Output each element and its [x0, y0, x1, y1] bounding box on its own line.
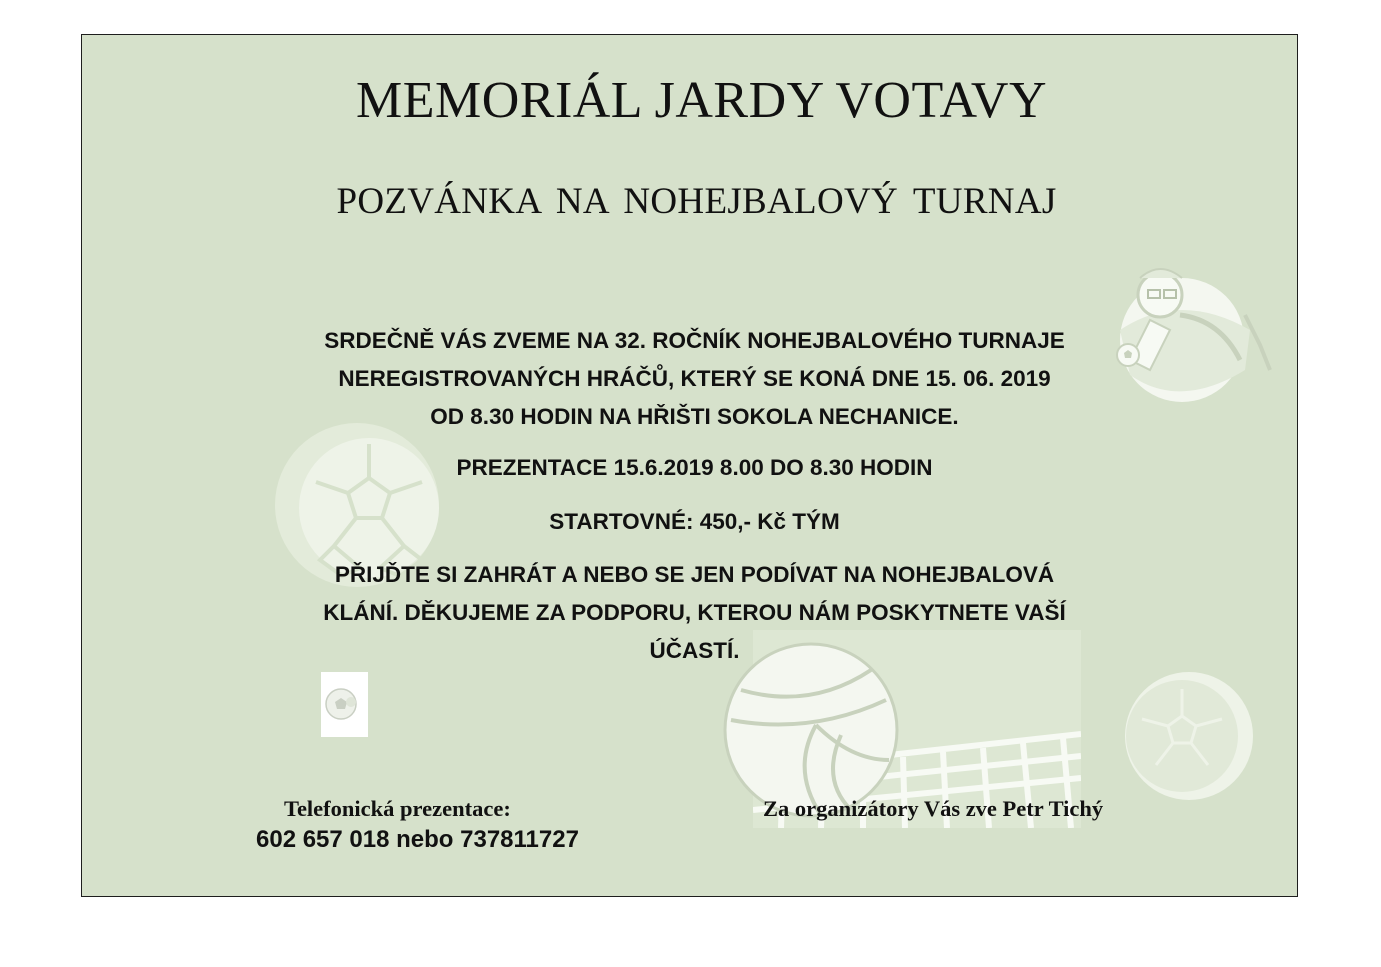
- page-subtitle: POZVÁNKA NA NOHEJBALOVÝ TURNAJ: [336, 181, 1057, 222]
- invitation-text: [82, 322, 1298, 436]
- closing-line: ÚČASTÍ.: [649, 638, 740, 663]
- entry-fee: STARTOVNÉ: 450,- Kč TÝM: [549, 509, 840, 534]
- soccer-ball-thumbnail: [321, 672, 368, 737]
- poster: [81, 34, 1298, 897]
- phone-registration-label: Telefonická prezentace:: [284, 796, 511, 821]
- closing-line: KLÁNÍ. DĚKUJEME ZA PODPORU, KTEROU NÁM POSKYTNETE VAŠÍ: [323, 600, 1066, 625]
- closing-line: PŘIJĎTE SI ZAHRÁT A NEBO SE JEN PODÍVAT NA NOHEJBALOVÁ: [334, 562, 1055, 587]
- soccer-ball-icon: [1122, 669, 1257, 804]
- page-title: MEMORIÁL JARDY VOTAVY: [355, 72, 1048, 129]
- phone-numbers: 602 657 018 nebo 737811727: [256, 826, 579, 853]
- invitation-line: NEREGISTROVANÝCH HRÁČŮ, KTERÝ SE KONÁ DNE 15. 06. 2019: [338, 366, 1051, 391]
- organizer-signature: Za organizátory Vás zve Petr Tichý: [763, 796, 1104, 821]
- presentation-time: PREZENTACE 15.6.2019 8.00 DO 8.30 HODIN: [456, 455, 933, 480]
- invitation-line: OD 8.30 HODIN NA HŘIŠTI SOKOLA NECHANICE.: [430, 404, 959, 429]
- soccer-ball-icon: [321, 672, 368, 737]
- invitation-line: SRDEČNĚ VÁS ZVEME NA 32. ROČNÍK NOHEJBALOVÉHO TURNAJE: [324, 328, 1065, 353]
- closing-text: [82, 556, 1298, 670]
